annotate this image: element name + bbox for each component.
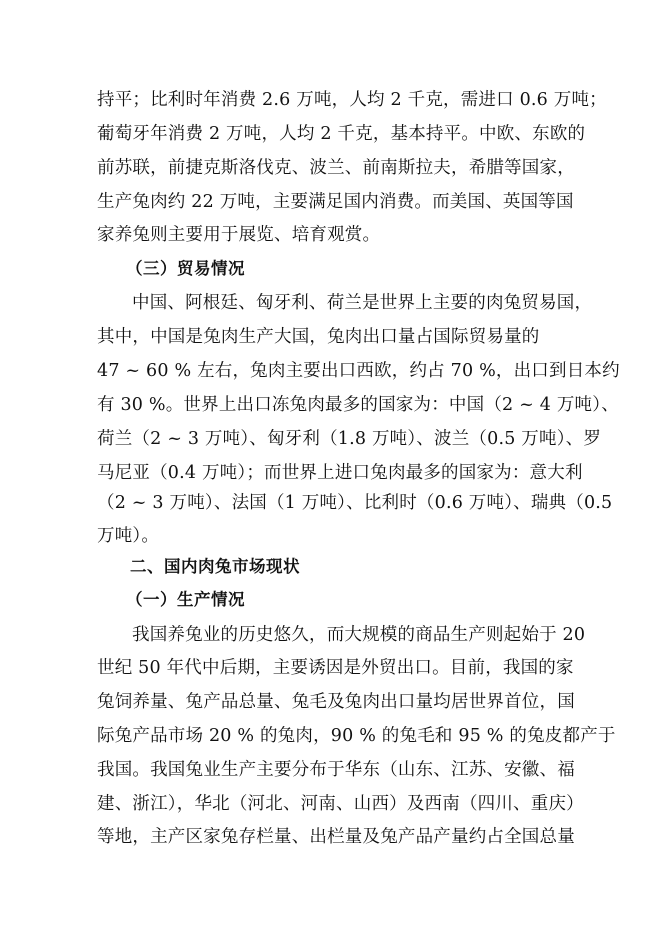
chapter-heading-domestic-market: 二、国内肉兔市场现状 — [130, 557, 300, 576]
paragraph-line: 马尼亚（0.4 万吨）；而世界上进口兔肉最多的国家为：意大利 — [97, 463, 583, 483]
paragraph-line: 中国、阿根廷、匈牙利、荷兰是世界上主要的肉兔贸易国， — [132, 293, 593, 313]
paragraph-line: 荷兰（2 ~ 3 万吨）、匈牙利（1.8 万吨）、波兰（0.5 万吨）、罗 — [97, 429, 602, 449]
paragraph-line: 建、浙江），华北（河北、河南、山西）及西南（四川、重庆） — [97, 794, 584, 814]
paragraph-line: 际兔产品市场 20 % 的兔肉，90 % 的兔毛和 95 % 的兔皮都产于 — [97, 726, 616, 746]
paragraph-line: 世纪 50 年代中后期，主要诱因是外贸出口。目前，我国的家 — [97, 658, 574, 678]
paragraph-line: 万吨）。 — [97, 526, 160, 546]
paragraph-line: 其中，中国是兔肉生产大国，兔肉出口量占国际贸易量的 — [97, 327, 540, 347]
paragraph-line: 持平；比利时年消费 2.6 万吨，人均 2 千克，需进口 0.6 万吨； — [97, 90, 607, 110]
paragraph-line: 47 ~ 60 % 左右，兔肉主要出口西欧，约占 70 %，出口到日本约 — [97, 361, 620, 381]
paragraph-line: 等地，主产区家兔存栏量、出栏量及兔产品产量约占全国总量 — [97, 827, 575, 847]
paragraph-line: 前苏联，前捷克斯洛伐克、波兰、前南斯拉夫，希腊等国家， — [97, 158, 575, 178]
paragraph-line: 我国养兔业的历史悠久，而大规模的商品生产则起始于 20 — [132, 625, 586, 645]
section-heading-trade: （三）贸易情况 — [126, 259, 245, 278]
paragraph-line: 我国。我国兔业生产主要分布于华东（山东、江苏、安徽、福 — [97, 760, 575, 780]
paragraph-line: 有 30 %。世界上出口冻兔肉最多的国家为：中国（2 ~ 4 万吨）、 — [97, 395, 619, 415]
paragraph-line: 兔饲养量、兔产品总量、兔毛及兔肉出口量均居世界首位，国 — [97, 692, 575, 712]
paragraph-line: 葡萄牙年消费 2 万吨，人均 2 千克，基本持平。中欧、东欧的 — [97, 124, 586, 144]
paragraph-line: （2 ~ 3 万吨）、法国（1 万吨）、比利时（0.6 万吨）、瑞典（0.5 — [97, 493, 613, 513]
paragraph-line: 家养兔则主要用于展览、培育观赏。 — [97, 225, 381, 245]
section-heading-production: （一）生产情况 — [126, 590, 245, 609]
paragraph-line: 生产兔肉约 22 万吨，主要满足国内消费。而美国、英国等国 — [97, 192, 574, 212]
